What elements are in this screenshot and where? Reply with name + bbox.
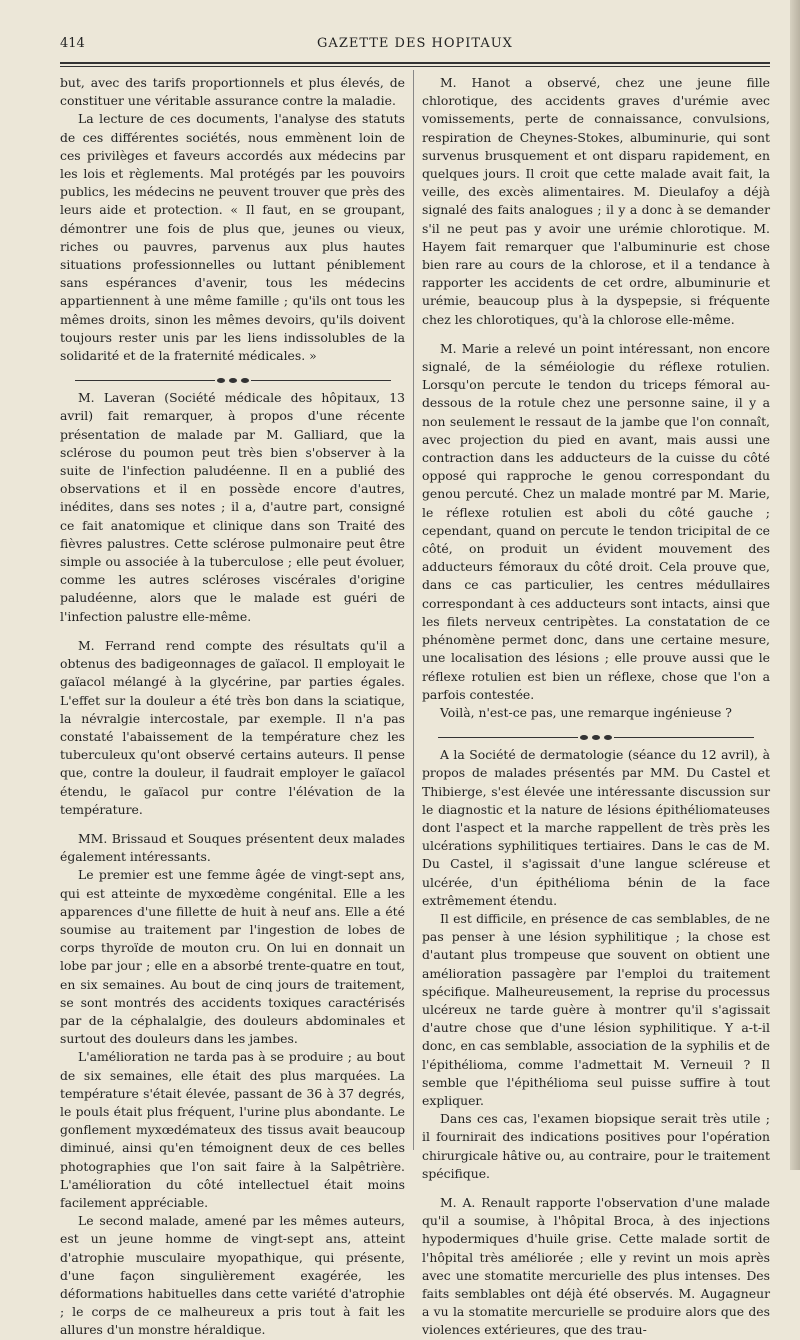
column-separator xyxy=(413,70,414,1150)
page-edge xyxy=(790,0,800,1170)
journal-title: GAZETTE DES HOPITAUX xyxy=(317,36,513,51)
paragraph: Voilà, n'est-ce pas, une remarque ingénieuse ? xyxy=(440,704,732,720)
header-rule-thin xyxy=(60,66,770,67)
paragraph: Le premier est une femme âgée de vingt-sept ans, qui est atteinte de myxœdème congénital. Elle a les apparences d'une fillette de huit à neuf ans. Elle a été soumise au traitement par l'ingestion de lobes de corps thyroïde de mouton cru. On lui en donnait un lobe par jour ; elle en a absorbé trente-quatre en tout, en six semaines. Au bout de cinq jours de traitement, se sont montrés des accidents toxiques caractérisés par de la céphalalgie, des douleurs abdominales et surtout des douleurs dans les jambes. xyxy=(60,867,405,1047)
paragraph: M. Marie a relevé un point intéressant, non encore signalé, de la séméiologie du réflexe rotulien. Lorsqu'on percute le tendon du triceps fémoral au-dessous de la rotule chez une personne saine, il y a non seulement le ressaut de la jambe que l'on connaît, avec projection du pied en avant, mais aussi une contraction dans les adducteurs de la cuisse du côté opposé qui rapproche le genou correspondant du genou percuté. Chez un malade montré par M. Marie, le réflexe rotulien est aboli du côté gauche ; cependant, quand on percute le tendon tricipital de ce côté, on produit un évident mouvement des adducteurs fémoraux du côté droit. Cela prouve que, dans ce cas particulier, les centres médullaires correspondant à ces adducteurs sont intacts, ainsi que les filets nerveux centripètes. La constatation de ce phénomène permet donc, dans une certaine mesure, une localisation des lésions ; elle prouve aussi que le réflexe rotulien est bien un réflexe, chose que l'on a parfois contestée. xyxy=(422,340,770,702)
left-column xyxy=(60,74,405,1338)
paragraph: Il est difficile, en présence de cas semblables, de ne pas penser à une lésion syphilitique ; la chose est d'autant plus trompeuse que souvent on obtient une amélioration passagère par l'emploi du traitement spécifique. Malheureusement, la reprise du processus ulcéreux ne tarde guère à montrer qu'il s'agissait d'autre chose que d'une lésion syphilitique. Y a-t-il donc, en cas semblable, association de la syphilis et de l'épithélioma, comme l'admettait M. Verneuil ? Il semble que l'épithélioma seul puisse suffire à tout expliquer. xyxy=(422,910,770,1108)
header-rule xyxy=(60,62,770,64)
paragraph: MM. Brissaud et Souques présentent deux malades également intéressants. xyxy=(60,830,405,865)
paragraph: M. A. Renault rapporte l'observation d'une malade qu'il a soumise, à l'hôpital Broca, à des injections hypodermiques d'huile grise. Cette malade sortit de l'hôpital très améliorée ; elle y revint un mois après avec une stomatite mercurielle des plus intenses. Des faits semblables ont déjà été observés. M. Augagneur a vu la stomatite mercurielle se produire alors que des violences extérieures, que des trau- xyxy=(422,1194,770,1338)
paragraph: M. Laveran (Société médicale des hôpitaux, 13 avril) fait remarquer, à propos d'une récente présentation de malade par M. Galliard, que la sclérose du poumon peut très bien s'observer à la suite de l'infection paludéenne. Il en a publié des observations et il en possède encore d'autres, inédites, dans ses notes ; il a, d'autre part, consigné ce fait anatomique et clinique dans son Traité des fièvres palustres. Cette sclérose pulmonaire peut être simple ou associée à la tuberculose ; elle peut évoluer, comme les autres scléroses viscérales d'origine paludéenne, alors que le malade est guéri de l'infection palustre elle-même. xyxy=(60,390,405,624)
paragraph: La lecture de ces documents, l'analyse des statuts de ces différentes sociétés, nous emmènent loin de ces privilèges et faveurs accordés aux médecins par les lois et règlements. Mal protégés par les pouvoirs publics, les médecins ne peuvent trouver que près des leurs aide et protection. « Il faut, en se groupant, démontrer une fois de plus que, jeunes ou vieux, riches ou pauvres, parvenus aux plus hautes situations professionnelles ou luttant péniblement sans espérances d'avenir, tous les médecins appartiennent à une même famille ; qu'ils ont tous les mêmes droits, sinon les mêmes devoirs, qu'ils doivent toujours rester unis par les liens indissolubles de la solidarité et de la fraternité médicales. » xyxy=(60,111,405,364)
paragraph: A la Société de dermatologie (séance du 12 avril), à propos de malades présentés par MM. Du Castel et Thibierge, s'est élevée une intéressante discussion sur le diagnostic et la nature de lésions épithéliomateuses dont l'aspect et la marche rappellent de très près les ulcérations syphilitiques tertiaires. Dans le cas de M. Du Castel, il s'agissait d'une langue scléreuse et ulcérée, d'un épithélioma bénin de la face extrêmement étendu. xyxy=(422,747,770,908)
right-column xyxy=(422,74,770,1338)
section-ornament xyxy=(422,728,770,742)
paragraph: L'amélioration ne tarda pas à se produire ; au bout de six semaines, elle était des plus marquées. La température s'était élevée, passant de 36 à 37 degrés, le pouls était plus fréquent, l'urine plus abondante. Le gonflement myxœdémateux des tissus avait beaucoup diminué, ainsi qu'en témoignent deux de ces belles photographies que l'on sait faire à la Salpêtrière. L'amélioration du côté intellectuel était moins facilement appréciable. xyxy=(60,1049,405,1210)
page-number: 414 xyxy=(60,36,85,51)
paragraph: Dans ces cas, l'examen biopsique serait très utile ; il fournirait des indications positives pour l'opération chirurgicale hâtive ou, au contraire, pour le traitement spécifique. xyxy=(422,1111,770,1181)
page-header xyxy=(60,36,770,58)
section-ornament xyxy=(60,371,405,385)
paragraph: but, avec des tarifs proportionnels et plus élevés, de constituer une véritable assurance contre la maladie. xyxy=(60,75,405,109)
paragraph: M. Ferrand rend compte des résultats qu'il a obtenus des badigeonnages de gaïacol. Il employait le gaïacol mélangé à la glycérine, par parties égales. L'effet sur la douleur a été très bon dans la sciatique, la névralgie intercostale, par exemple. Il n'a pas constaté l'abaissement de la température chez les tuberculeux qu'ont observé certains auteurs. Il pense que, contre la douleur, il faudrait employer le gaïacol étendu, le gaïacol pur contre l'élévation de la température. xyxy=(60,637,405,817)
paragraph: Le second malade, amené par les mêmes auteurs, est un jeune homme de vingt-sept ans, atteint d'atrophie musculaire myopathique, qui présente, d'une façon singulièrement exagérée, les déformations habituelles dans cette variété d'atrophie ; le corps de ce malheureux a pris tout à fait les allures d'un monstre héraldique. xyxy=(60,1213,405,1338)
paragraph: M. Hanot a observé, chez une jeune fille chlorotique, des accidents graves d'urémie avec vomissements, perte de connaissance, convulsions, respiration de Cheynes-Stokes, albuminurie, qui sont survenus brusquement et ont disparu rapidement, en quelques jours. Il croit que cette malade avait fait, la veille, des excès alimentaires. M. Dieulafoy a déjà signalé des faits analogues ; il y a donc à se demander s'il ne peut pas y avoir une urémie chlorotique. M. Hayem fait remarquer que l'albuminurie est chose bien rare au cours de la chlorose, et il a tendance à rapporter les accidents de cet ordre, albuminurie et urémie, beaucoup plus à la dyspepsie, si fréquente chez les chlorotiques, qu'à la chlorose elle-même. xyxy=(422,75,770,327)
